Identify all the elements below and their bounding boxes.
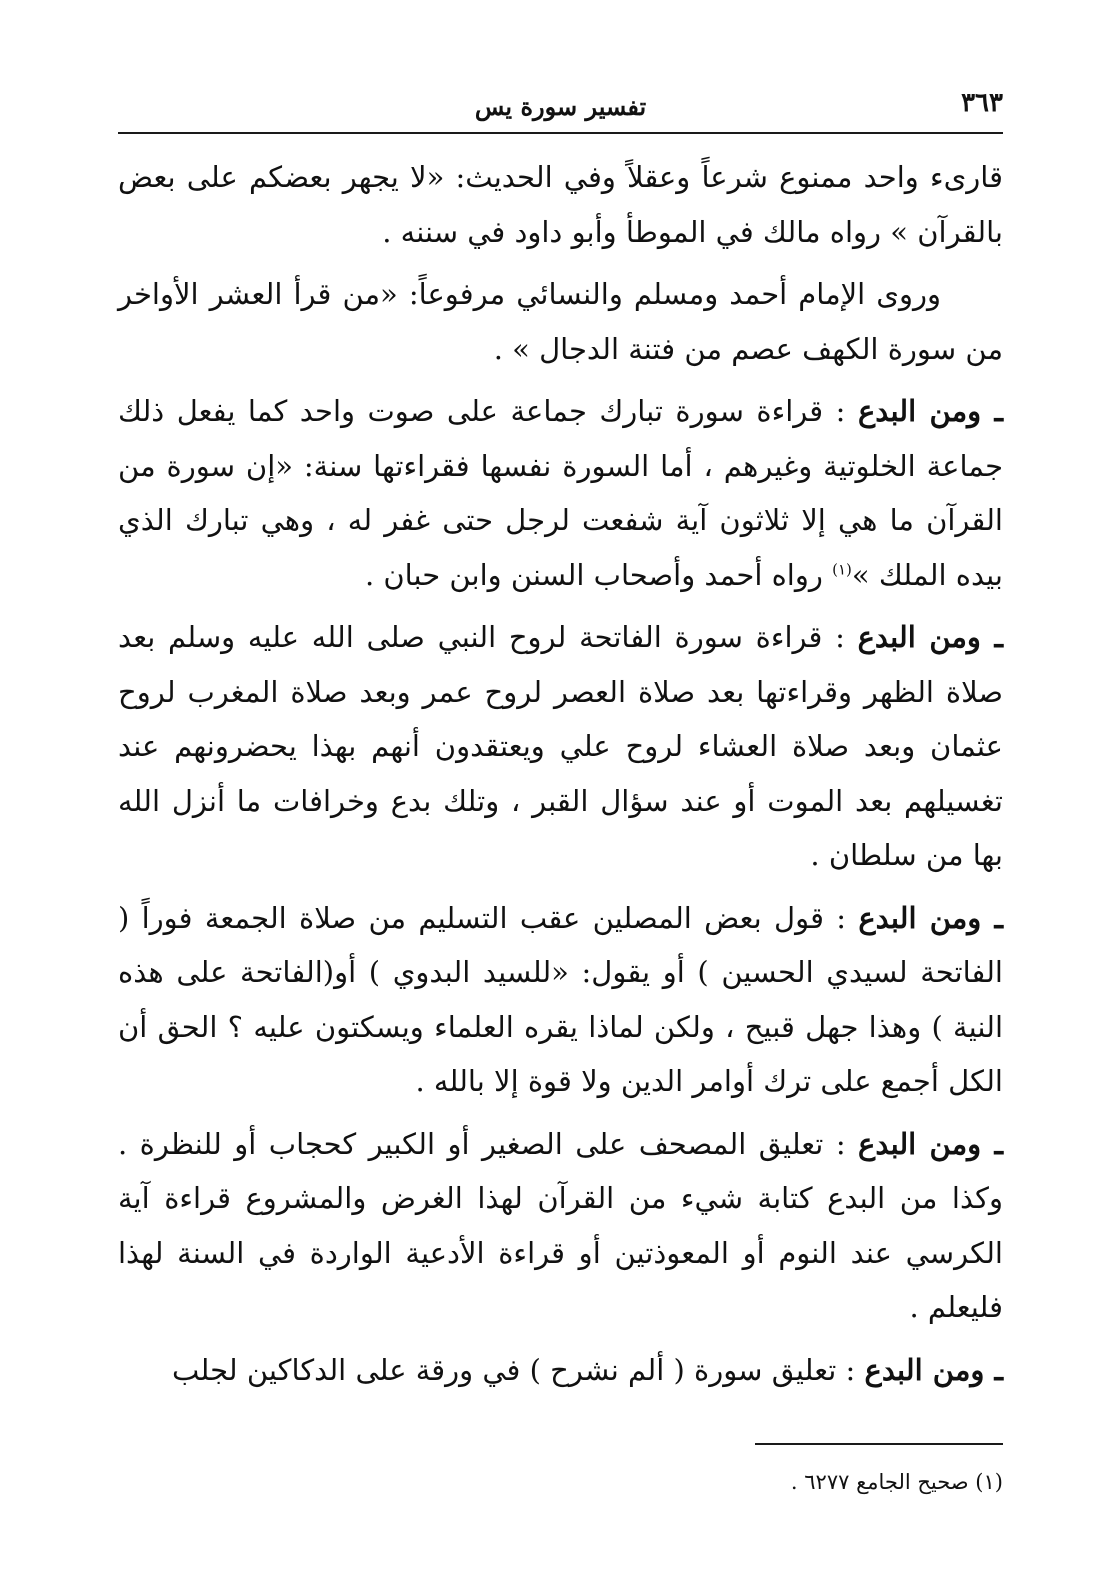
page-header [118,88,1003,134]
paragraph-lead: ـ ومن البدع [864,1352,1003,1387]
paragraph-lead: ـ ومن البدع [858,1126,1003,1161]
footnote: (١) صحيح الجامع ٦٢٧٧ . [790,1470,1003,1494]
paragraph-text: وروى الإمام أحمد ومسلم والنسائي مرفوعاً: «من قرأ العشر الأواخر من سورة الكهف عصم من فتنة الدجال » . [118,277,1003,366]
paragraph-text: : قراءة سورة تبارك جماعة على صوت واحد كما يفعل ذلك جماعة الخلوتية وغيرهم ، أما السورة نفسها فقراءتها سنة: «إن سورة من القرآن ما هي إلا ثلاثون آية شفعت لرجل حتى غفر له ، وهي تبارك الذي بيده الملك » [118,394,1003,592]
paragraph-text: : قول بعض المصلين عقب التسليم من صلاة الجمعة فوراً ( الفاتحة لسيدي الحسين ) أو يقول: «للسيد البدوي ) أو(الفاتحة على هذه النية ) وهذا جهل قبيح ، ولكن لماذا يقره العلماء ويسكتون عليه ؟ الحق أن الكل أجمع على ترك أوامر الدين ولا قوة إلا بالله . [118,900,1003,1098]
paragraph-lead: ـ ومن البدع [857,620,1003,654]
paragraph [118,384,1003,602]
footnote-divider [755,1443,1003,1445]
paragraph-text: قارىء واحد ممنوع شرعاً وعقلاً وفي الحديث: «لا يجهر بعضكم على بعض بالقرآن » رواه مالك في الموطأ وأبو داود في سننه . [118,160,1003,249]
paragraph [118,891,1003,1109]
paragraph-tail: رواه أحمد وأصحاب السنن وابن حبان . [364,557,833,592]
paragraph-lead: ـ ومن البدع [858,900,1003,935]
paragraph [118,267,1003,376]
paragraph [118,1117,1003,1335]
paragraph-text: : تعليق سورة ( ألم نشرح ) في ورقة على الدكاكين لجلب [172,1352,865,1387]
page-number: ٣٦٣ [961,88,1003,118]
body-text [118,150,1003,1405]
paragraph [118,610,1003,883]
paragraph-text: : تعليق المصحف على الصغير أو الكبير كحجاب أو للنظرة . وكذا من البدع كتابة شيء من القرآن لهذا الغرض والمشروع قراءة آية الكرسي عند النوم أو المعوذتين أو قراءة الأدعية الواردة في السنة لهذا فليعلم . [118,1126,1003,1324]
running-title: تفسير سورة يس [474,92,647,121]
paragraph [118,1343,1003,1398]
paragraph [118,150,1003,259]
paragraph-text: : قراءة سورة الفاتحة لروح النبي صلى الله عليه وسلم بعد صلاة الظهر وقراءتها بعد صلاة العصر لروح عمر وبعد صلاة المغرب لروح عثمان وبعد صلاة العشاء لروح علي ويعتقدون أنهم بهذا يحضرونهم عند تغسيلهم بعد الموت أو عند سؤال القبر ، وتلك بدع وخرافات ما أنزل الله بها من سلطان . [118,620,1003,872]
footnote-reference[interactable]: (١) [832,559,852,578]
paragraph-lead: ـ ومن البدع [857,394,1003,428]
